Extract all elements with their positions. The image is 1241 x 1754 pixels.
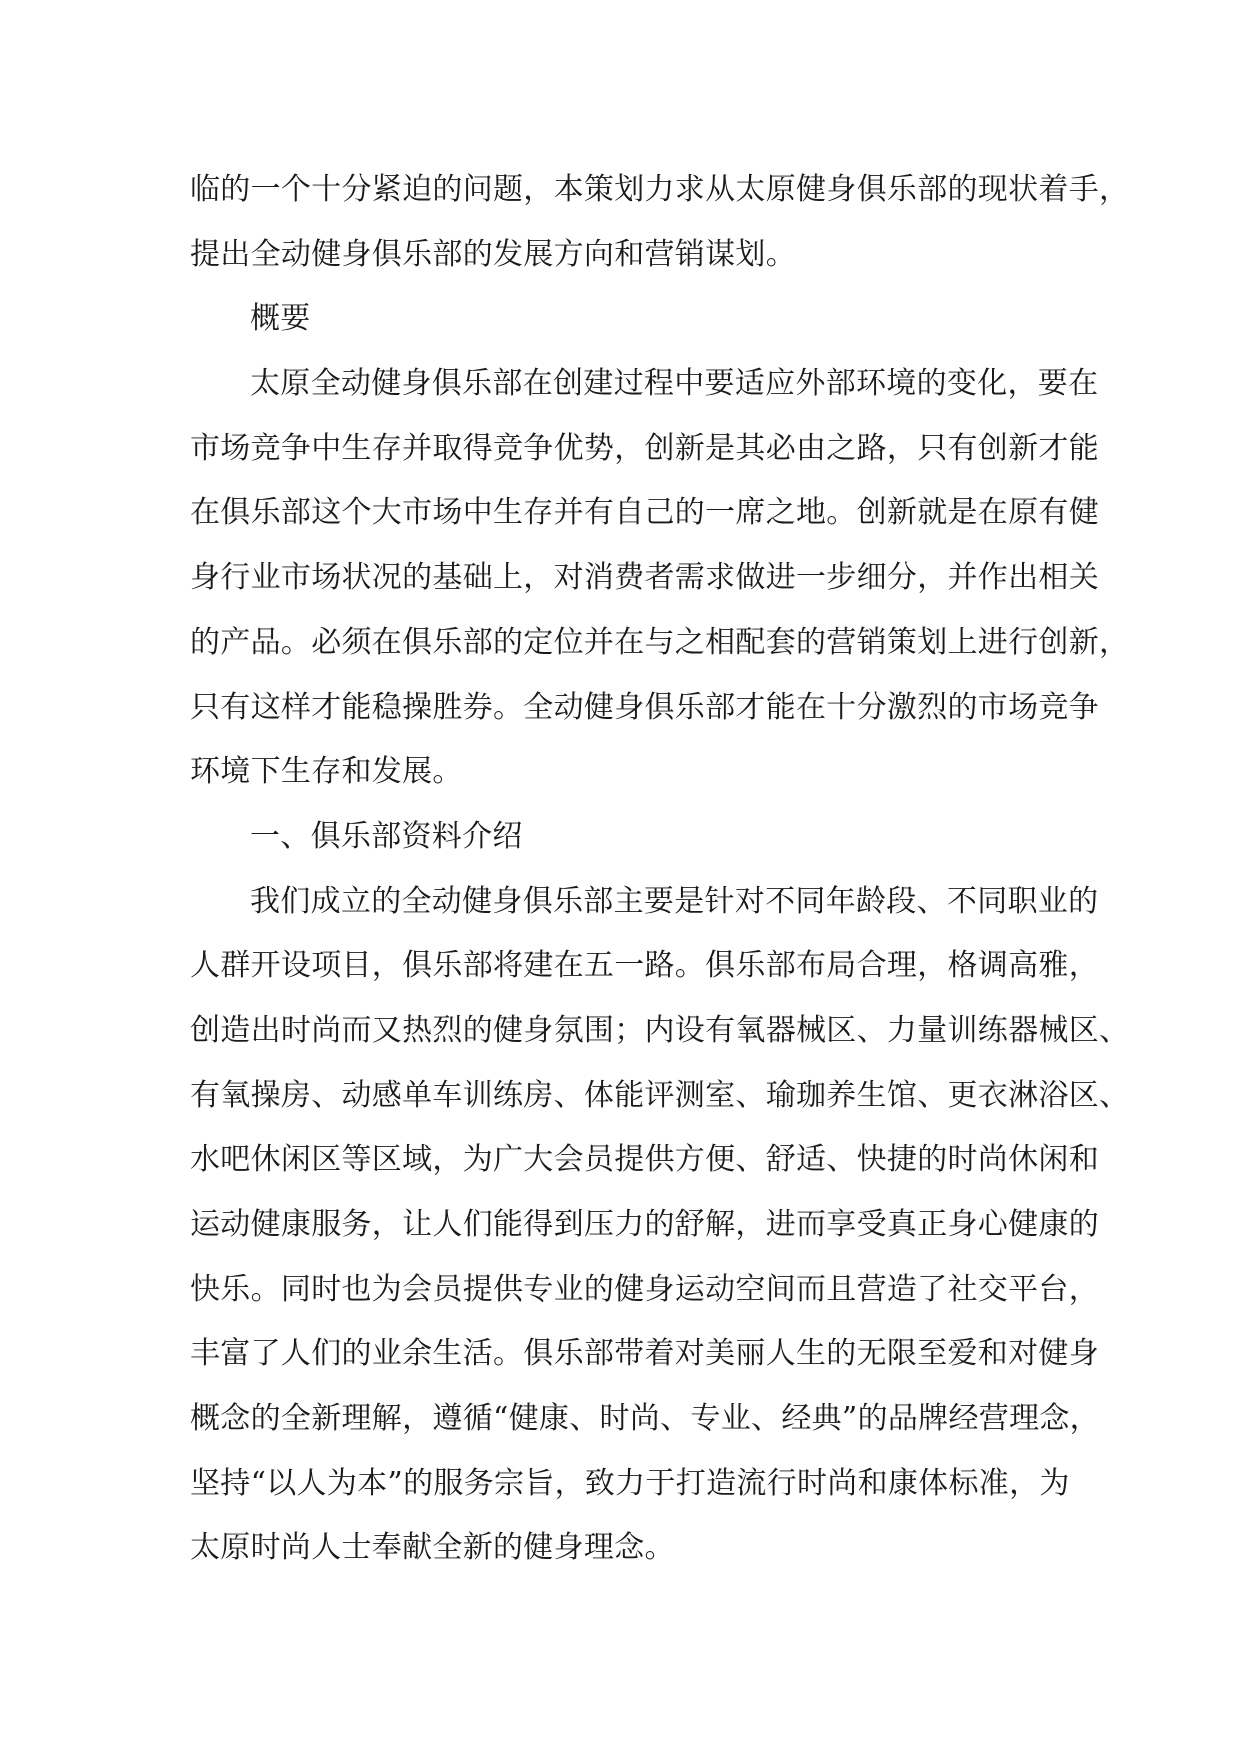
text-line: 临的一个十分紧迫的问题，本策划力求从太原健身俱乐部的现状着手， [190,172,1130,207]
text-line: 概念的全新理解，遵循“健康、时尚、专业、经典”的品牌经营理念， [190,1401,1100,1437]
text-line: 创造出时尚而又热烈的健身氛围；内设有氧器械区、力量训练器械区、 [190,1012,1130,1048]
text-line: 坚持“以人为本”的服务宗旨，致力于打造流行时尚和康体标准，为 [190,1465,1070,1501]
text-line: 水吧休闲区等区域，为广大会员提供方便、舒适、快捷的时尚休闲和 [190,1142,1099,1178]
text-line: 有氧操房、动感单车训练房、体能评测室、瑜珈养生馆、更衣淋浴区、 [190,1077,1130,1113]
text-line: 市场竞争中生存并取得竞争优势，创新是其必由之路，只有创新才能 [190,430,1099,466]
body-text [190,158,1130,1581]
paragraph-start: 我们成立的全动健身俱乐部主要是针对不同年龄段、不同职业的 [250,883,1099,919]
text-line: 运动健康服务，让人们能得到压力的舒解，进而享受真正身心健康的 [190,1207,1099,1242]
paragraph-start: 太原全动健身俱乐部在创建过程中要适应外部环境的变化，要在 [250,366,1099,402]
text-line: 身行业市场状况的基础上，对消费者需求做进一步细分，并作出相关 [190,560,1099,596]
text-line: 的产品。必须在俱乐部的定位并在与之相配套的营销策划上进行创新， [190,624,1130,660]
text-line: 只有这样才能稳操胜券。全动健身俱乐部才能在十分激烈的市场竞争 [190,689,1099,725]
text-line: 人群开设项目，俱乐部将建在五一路。俱乐部布局合理，格调高雅， [190,948,1099,984]
text-line: 环境下生存和发展。 [190,754,463,790]
text-line: 提出全动健身俱乐部的发展方向和营销谋划。 [190,236,796,272]
section-heading-club-intro: 一、俱乐部资料介绍 [250,818,523,854]
text-line: 丰富了人们的业余生活。俱乐部带着对美丽人生的无限至爱和对健身 [190,1336,1099,1372]
text-line: 太原时尚人士奉献全新的健身理念。 [190,1530,675,1566]
text-line: 在俱乐部这个大市场中生存并有自己的一席之地。创新就是在原有健 [190,495,1099,531]
section-heading-summary: 概要 [250,301,311,337]
text-line: 快乐。同时也为会员提供专业的健身运动空间而且营造了社交平台， [190,1271,1099,1307]
